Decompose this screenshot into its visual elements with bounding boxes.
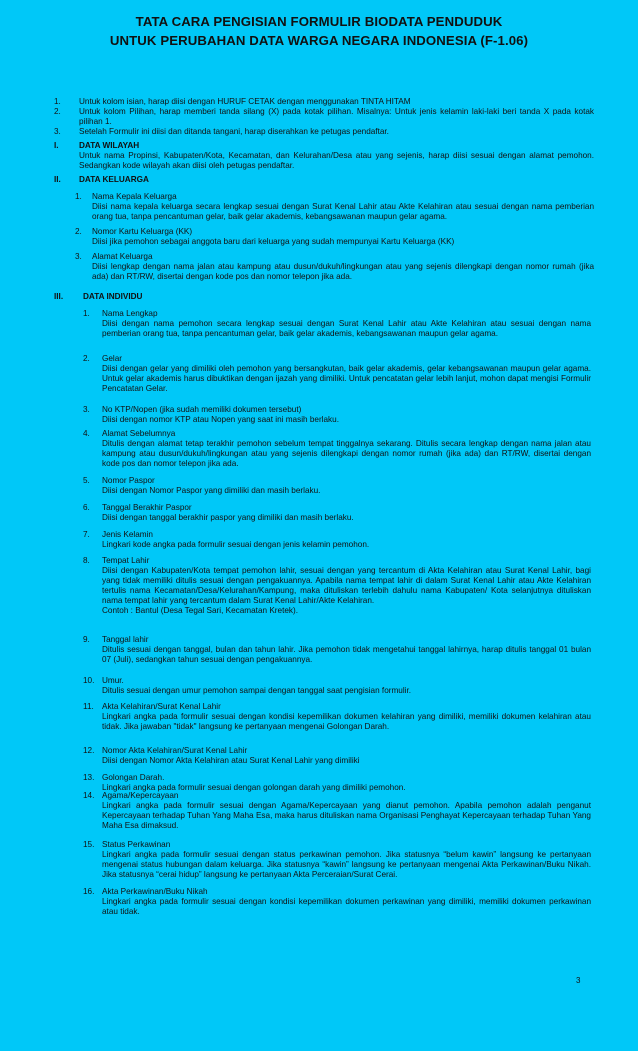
item-number: 2. [75,227,82,236]
list-item [83,429,591,469]
list-item [83,476,591,496]
item-number: 15. [83,840,95,849]
item-number: 16. [83,887,95,896]
section-heading: DATA WILAYAH [79,141,140,150]
section-number: III. [54,292,64,301]
section-number: I. [54,141,59,150]
item-label: Status Perkawinan [102,840,171,849]
list-item [83,676,591,696]
list-item [83,746,591,766]
item-label: No KTP/Nopen (jika sudah memiliki dokumen tersebut) [102,405,302,414]
item-description: Ditulis dengan alamat tetap terakhir pemohon sebelum tempat tinggalnya sekarang. Ditulis secara lengkap dengan nama jalan atau kampung atau dusun/dukuh/lingkungan atau yang sejenis dilengkapi dengan nomor rumah (jika ada) dan RT/RW, disertai dengan kode pos dan nomor telepon jika ada. [102,439,591,468]
item-number: 13. [83,773,95,782]
instruction-1 [54,97,594,107]
list-item [83,702,591,732]
list-item [83,791,591,831]
item-label: Alamat Keluarga [92,252,153,261]
item-description: Diisi dengan Nomor Paspor yang dimiliki dan masih berlaku. [102,486,321,495]
item-label: Akta Kelahiran/Surat Kenal Lahir [102,702,221,711]
item-label: Nomor Akta Kelahiran/Surat Kenal Lahir [102,746,248,755]
item-label: Tanggal Berakhir Paspor [102,503,192,512]
instruction-2 [54,107,594,127]
item-number: 3. [83,405,90,414]
item-description: Diisi dengan Nomor Akta Kelahiran atau Surat Kenal Lahir yang dimiliki [102,756,360,765]
item-label: Nama Kepala Keluarga [92,192,177,201]
item-label: Nomor Kartu Keluarga (KK) [92,227,193,236]
list-item [75,227,594,247]
item-label: Nomor Paspor [102,476,155,485]
item-description: Lingkari angka pada formulir sesuai dengan kondisi kepemilikan dokumen kelahiran yang dimiliki, memiliki dokumen kelahiran atau tidak. Jika jawaban "tidak" langsung ke pertanyaan mengenai Golongan Darah. [102,712,591,731]
item-description: Lingkari angka pada formulir sesuai dengan kondisi kepemilikan dokumen perkawinan yang dimiliki, memiliki dokumen perkawinan atau tidak. [102,897,591,916]
item-number: 10. [83,676,95,685]
item-description: Diisi dengan Kabupaten/Kota tempat pemohon lahir, sesuai dengan yang tercantum di Akta Kelahiran atau Surat Kenal Lahir, bagi yang tidak memiliki ditulis sesuai dengan pengakuannya. Apabila nama tempat lahir di dalam Surat Kenal Lahir atau Akte Kelahiran tertulis nama Kecamatan/Desa/Kelurahan/Kampung, maka dituliskan terlebih dahulu nama Kabupaten/ Kota selanjutnya dituliskan nama tempat lahir yang tercantum dalam Surat Kenal Lahir/Akte Kelahiran. [102,566,591,605]
instruction-number: 2. [54,107,61,116]
list-item [83,503,591,523]
item-description: Diisi lengkap dengan nama jalan atau kampung atau dusun/dukuh/lingkungan atau yang sejenis dilengkapi dengan nomor rumah (jika ada) dan RT/RW, disertai dengan kode pos dan nomor telepon jika ada. [92,262,594,281]
item-label: Umur. [102,676,124,685]
list-item [83,635,591,665]
item-description: Diisi dengan nama pemohon secara lengkap sesuai dengan Surat Kenal Lahir atau Akte Kelahiran atau sesuai dengan nama pemberian orang tua, tanpa pencantuman gelar, baik gelar akademis, kebangsawanan maupun gelar agama. [102,319,591,338]
list-item [83,530,591,550]
item-number: 9. [83,635,90,644]
instruction-text: Setelah Formulir ini diisi dan ditanda tangani, harap diserahkan ke petugas pendaftar. [79,127,389,136]
item-number: 8. [83,556,90,565]
page-number: 3 [576,976,581,985]
item-number: 5. [83,476,90,485]
item-label: Nama Lengkap [102,309,158,318]
list-item [75,192,594,222]
item-number: 1. [75,192,82,201]
item-example: Contoh : Bantul (Desa Tegal Sari, Kecamatan Kretek). [102,606,298,615]
item-label: Agama/Kepercayaan [102,791,179,800]
item-number: 4. [83,429,90,438]
item-label: Gelar [102,354,123,363]
item-label: Golongan Darah. [102,773,165,782]
instruction-text: Untuk kolom Pilihan, harap memberi tanda silang (X) pada kotak pilihan. Misalnya: Untuk jenis kelamin laki-laki beri tanda X pada kotak pilihan 1. [79,107,594,126]
instruction-text: Untuk kolom isian, harap diisi dengan HURUF CETAK dengan menggunakan TINTA HITAM [79,97,411,106]
section-heading: DATA KELUARGA [79,175,149,184]
list-item [75,252,594,282]
item-description: Lingkari angka pada formulir sesuai dengan status perkawinan pemohon. Jika statusnya “belum kawin” langsung ke pertanyaan mengenai status hubungan dalam keluarga. Jika statusnya “kawin” langsung ke pertanyaan mengenai Akta Perkawinan/Buku Nikah. Jika statusnya “cerai hidup” langsung ke pertanyaan Akta Perceraian/Surat Cerai. [102,850,591,879]
title-line-1: TATA CARA PENGISIAN FORMULIR BIODATA PENDUDUK [135,14,503,29]
item-number: 14. [83,791,95,800]
item-number: 1. [83,309,90,318]
section-data-wilayah [54,141,594,171]
item-number: 11. [83,702,94,711]
item-description: Lingkari angka pada formulir sesuai dengan Agama/Kepercayaan yang dianut pemohon. Apabila pemohon adalah penganut Kepercayaan terhadap Tuhan Yang Maha Esa, maka harus dituliskan nama Organisasi Penghayat Kepercayaan terhadap Tuhan Yang Maha Esa dimaksud. [102,801,591,830]
item-description: Diisi dengan nomor KTP atau Nopen yang saat ini masih berlaku. [102,415,339,424]
list-item [83,405,591,425]
title-line-2: UNTUK PERUBAHAN DATA WARGA NEGARA INDONESIA (F-1.06) [109,33,529,48]
item-number: 3. [75,252,82,261]
item-description: Diisi nama kepala keluarga secara lengkap sesuai dengan Surat Kenal Lahir atau Akte Kelahiran atau sesuai dengan nama pemberian orang tua, tanpa pencantuman gelar, baik gelar akademis, kebangsawanan maupun gelar agama. [92,202,594,221]
item-number: 2. [83,354,90,363]
list-item [83,887,591,917]
item-description: Diisi jika pemohon sebagai anggota baru dari keluarga yang sudah mempunyai Kartu Keluarga (KK) [92,237,455,246]
item-description: Ditulis sesuai dengan tanggal, bulan dan tahun lahir. Jika pemohon tidak mengetahui tanggal lahirnya, harap ditulis tanggal 01 bulan 07 (Juli), sedangkan tahun sesuai dengan pengakuannya. [102,645,591,664]
item-description: Lingkari kode angka pada formulir sesuai dengan jenis kelamin pemohon. [102,540,370,549]
item-number: 6. [83,503,90,512]
list-item [83,309,591,339]
list-item [83,354,591,394]
item-label: Tempat Lahir [102,556,150,565]
item-number: 12. [83,746,95,755]
item-description: Diisi dengan gelar yang dimiliki oleh pemohon yang bersangkutan, baik gelar akademis, gelar kebangsawanan maupun gelar agama. Untuk gelar akademis harus dibuktikan dengan ijazah yang dimiliki. Untuk pencatatan gelar lebih lanjut, mohon dapat mengisi Formulir Pencatatan Gelar. [102,364,591,393]
item-label: Jenis Kelamin [102,530,153,539]
item-description: Lingkari angka pada formulir sesuai dengan golongan darah yang dimiliki pemohon. [102,783,406,792]
item-label: Alamat Sebelumnya [102,429,176,438]
item-description: Ditulis sesuai dengan umur pemohon sampai dengan tanggal saat pengisian formulir. [102,686,412,695]
section-data-keluarga [54,175,594,185]
section-body: Untuk nama Propinsi, Kabupaten/Kota, Kecamatan, dan Kelurahan/Desa atau yang sejenis, harap diisi sesuai dengan alamat pemohon. Sedangkan kode wilayah akan diisi oleh petugas pendaftar. [79,151,594,170]
list-item [83,840,591,880]
item-label: Akta Perkawinan/Buku Nikah [102,887,208,896]
item-description: Diisi dengan tanggal berakhir paspor yang dimiliki dan masih berlaku. [102,513,354,522]
item-label: Tanggal lahir [102,635,149,644]
instruction-number: 1. [54,97,61,106]
list-item [83,556,591,616]
item-number: 7. [83,530,90,539]
section-number: II. [54,175,61,184]
section-data-individu [54,292,594,302]
instruction-3 [54,127,594,137]
section-heading: DATA INDIVIDU [83,292,143,301]
instruction-number: 3. [54,127,61,136]
list-item [83,773,591,793]
